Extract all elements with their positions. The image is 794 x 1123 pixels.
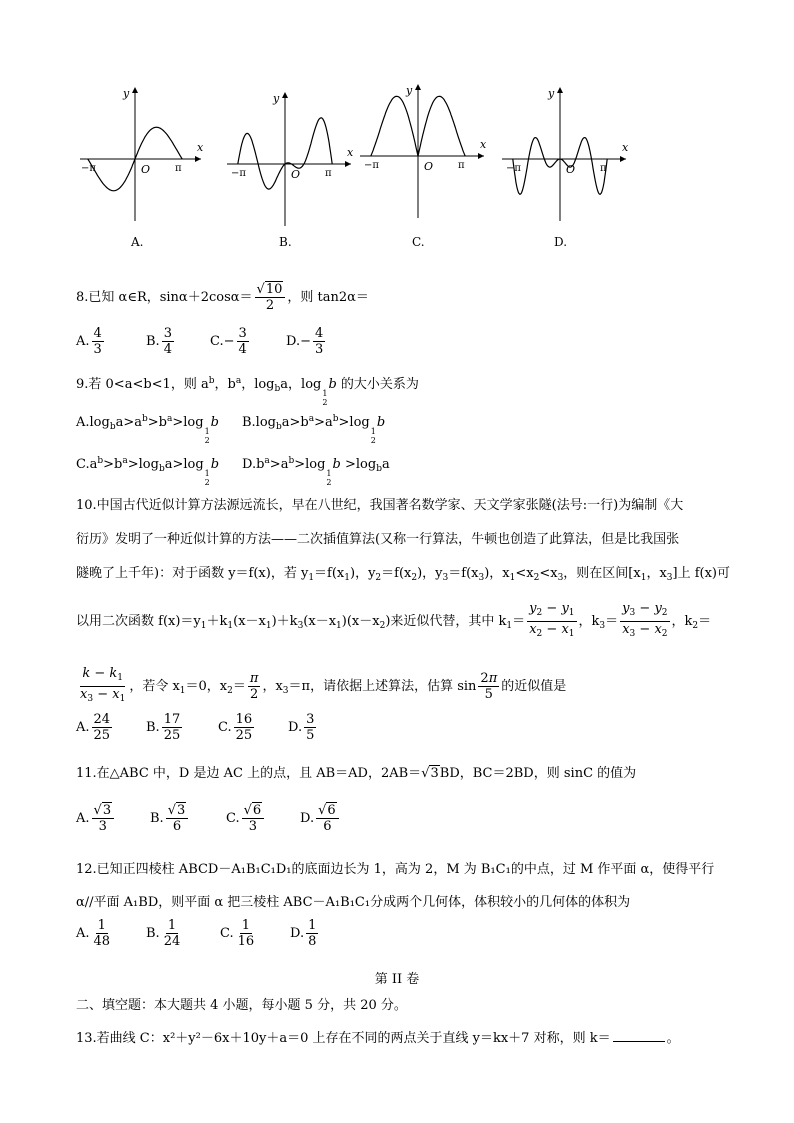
x-axis-arrow [478,153,484,159]
option-a: A. $\frac{√3}{3}$ [76,803,116,834]
neg-pi-label: −π [506,163,521,174]
q9-option-d: $D.b^a>a^b>\log$ 1 2 $b >\log_ba$ [242,456,390,487]
graph-caption: A. [131,235,144,249]
section-title: 第 II 卷 [374,972,420,987]
y-axis-label: y [548,87,555,100]
answer-blank[interactable] [613,1041,665,1042]
option-c: C.− $\frac{3}{4}$ [210,326,247,357]
pi-label: π [458,160,465,171]
q10-line-3: 隧晚了上千年)：对于函数 y＝f(x)，若 $y_1=f(x_1)$，$y_2=f(x_2)$，$y_3=f(x_3)$，$x_1<x_2<x_3$，则在区间[$x_1$，$x_3$]上 f(x)可 [76,566,731,583]
pi-label: π [600,163,607,174]
q10-line-2: 衍历》发明了一种近似计算的方法——二次插值算法(又称一行算法，牛顿也创造了此算法，但是比我国张 [76,532,680,547]
q12-line-1: 12.已知正四棱柱 ABCD－A₁B₁C₁D₁的底面边长为 1，高为 2，M 为 B₁C₁的中点，过 M 作平面 α，使得平行 [76,862,715,877]
graph-caption: B. [279,235,292,249]
y-axis-label: y [406,84,413,97]
q10-line-1: 10.中国古代近似计算方法源远流长，早在八世纪，我国著名数学家、天文学家张隧(法号:一行)为编制《大 [76,498,684,513]
x-axis-label: x [347,146,354,159]
pi-label: π [325,168,332,179]
y-axis-arrow [282,92,288,98]
neg-pi-label: −π [231,168,246,179]
q10-line-4: 以用二次函数 $f(x)=y_1+k_1(x-x_1)+k_3(x-x_1)(x-x_2)$来近似代替，其中 $k_1=$ $\frac{y_2 - y_1}{x_2 - x_1}$ ，$k_3=$ $\frac{y_3 - y_2}{x_3 - x_2}$ ，$k_2=$ [76,601,712,639]
graph-caption: D. [554,235,568,249]
option-d: D. $\frac{3}{5}$ [288,712,315,743]
question-11: 11.在△ABC 中，D 是边 AC 上的点，且 AB＝AD，2AB＝√3BD，BC＝2BD，则 sinC 的值为 [76,766,637,781]
q9-option-b: $B.\log_ba>b^a>a^b>\log$ 1 2 b [242,414,386,445]
question-9: 9.若 0<a<b<1，则 $a^b$，$b^a$，$\log_ba$，log 1 2 b 的大小关系为 [76,376,419,407]
x-axis-arrow [195,156,201,162]
q9-option-a: $A.\log_ba>a^b>b^a>\log$ 1 2 b [76,414,219,445]
q8-suffix: ，则 tan2α＝ [287,290,369,305]
neg-pi-label: −π [81,163,96,174]
q9-option-c: $C.a^b>b^a>\log_ba>\log$ 1 2 b [76,456,220,487]
option-c: C. $\frac{1}{16}$ [220,918,255,949]
option-c: C. $\frac{√6}{3}$ [226,803,266,834]
q12-line-2: α//平面 A₁BD，则平面 α 把三棱柱 ABC－A₁B₁C₁分成两个几何体，体积较小的几何体的体积为 [76,895,631,910]
option-b: B. $\frac{3}{4}$ [146,326,172,357]
y-axis-label: y [123,87,130,100]
q8-prefix: 8.已知 α∈R，sinα＋2cosα＝ [76,290,253,305]
x-axis-label: x [197,141,204,154]
x-axis-label: x [480,138,487,151]
option-a: A. $\frac{24}{25}$ [76,712,111,743]
origin-label: O [141,163,151,176]
option-b: B. $\frac{1}{24}$ [146,918,181,949]
y-axis-arrow [557,87,563,93]
option-d: D.− $\frac{4}{3}$ [286,326,324,357]
neg-pi-label: −π [364,160,379,171]
x-axis-arrow [620,156,626,162]
q10-line-5: $\frac{k - k_1}{x_3 - x_1}$ ，若令 $x_1=0$，$x_2=$ $\frac{\pi}{2}$ ，$x_3=\pi$，请依据上述算法，估算 sin $\frac{2\pi}{5}$ 的近似值是 [80,666,567,704]
origin-label: O [566,163,576,176]
y-axis-arrow [415,84,421,90]
option-b: B. $\frac{√3}{6}$ [150,803,190,834]
option-a: A. $\frac{1}{48}$ [76,918,111,949]
x-axis-arrow [345,161,351,167]
option-a: A. $\frac{4}{3}$ [76,326,102,357]
q8-fraction: $\frac{√10}{2}$ [255,282,286,313]
option-b: B. $\frac{17}{25}$ [146,712,181,743]
option-d: D. $\frac{√6}{6}$ [300,803,341,834]
question-13: 13.若曲线 C：x²＋y²－6x＋10y＋a＝0 上存在不同的两点关于直线 y＝kx＋7 对称，则 k＝ 。 [76,1031,680,1046]
origin-label: O [424,160,434,173]
y-axis-arrow [132,87,138,93]
graph-caption: C. [412,235,425,249]
origin-label: O [291,168,301,181]
x-axis-label: x [622,141,629,154]
question-8 [76,282,369,313]
y-axis-label: y [273,92,280,105]
option-c: C. $\frac{16}{25}$ [218,712,253,743]
fill-in-header: 二、填空题：本大题共 4 小题，每小题 5 分，共 20 分。 [76,998,407,1013]
pi-label: π [175,163,182,174]
option-d: D. $\frac{1}{8}$ [290,918,317,949]
function-graphs [80,84,640,259]
